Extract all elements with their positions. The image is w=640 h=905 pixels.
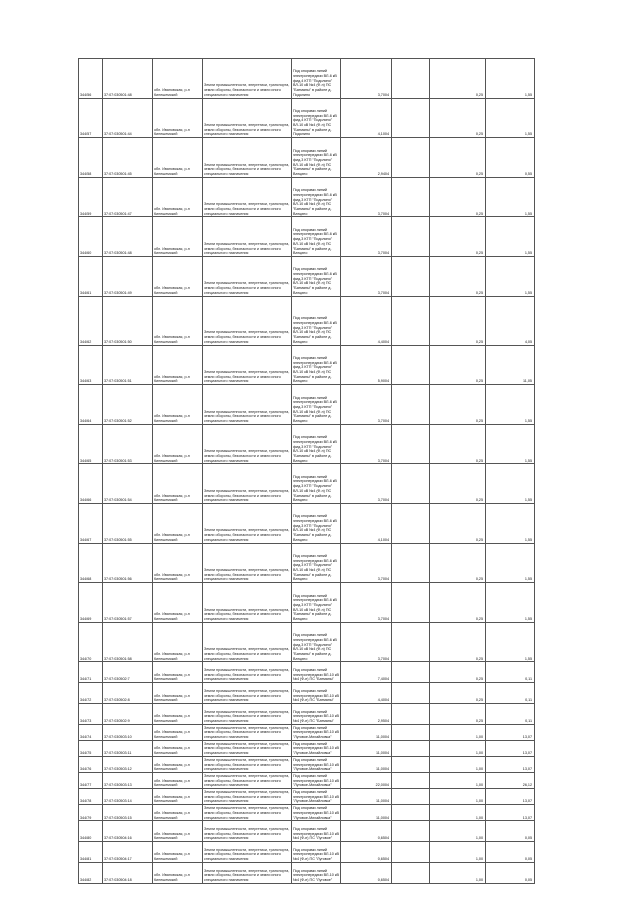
empty-cell: [392, 772, 430, 788]
cadastral-number: 37:07:030501:50: [103, 296, 153, 345]
address-cell: обл. Ивановская, р-н Кинешемский: [153, 98, 203, 138]
table-row: [79, 543, 535, 583]
share-cell: 0,25: [430, 138, 486, 178]
area-cell: 3,7004: [341, 583, 392, 623]
row-id: 344/72: [79, 683, 103, 704]
address-cell: обл. Ивановская, р-н Кинешемский: [153, 789, 203, 805]
cadastral-number: 37:07:030504:17: [103, 842, 153, 863]
cadastral-number: 37:07:030504:18: [103, 862, 153, 883]
empty-cell: [392, 256, 430, 296]
cadastral-number: 37:07:030503:10: [103, 724, 153, 740]
share-cell: 0,25: [430, 622, 486, 662]
area-cell: 3,7004: [341, 385, 392, 425]
share-cell: 0,25: [430, 662, 486, 683]
purpose-cell: Под опорами линий электропередачи ВЛ-6 кВ фид.3 КТП "Подолино" ВЛ-10 кВ №4 (Ф-п) ПС "Батманы" в районе д. Ватцино: [292, 464, 341, 504]
share-cell: 1,00: [430, 756, 486, 772]
empty-cell: [392, 703, 430, 724]
value-cell: 0,05: [486, 842, 535, 863]
address-cell: обл. Ивановская, р-н Кинешемский: [153, 622, 203, 662]
cadastral-number: 37:07:030501:49: [103, 256, 153, 296]
empty-cell: [392, 98, 430, 138]
area-cell: 3,7004: [341, 464, 392, 504]
purpose-cell: Под опорами линий электропередачи ВЛ-6 кВ фид.3 КТП "Подолино" ВЛ-10 кВ №4 (Ф-п) ПС "Батманы" в районе д. Ватцино: [292, 256, 341, 296]
area-cell: 2,9404: [341, 138, 392, 178]
land-category-cell: Земли промышленности, энергетики, транспорта, земли обороны, безопасности и земли иного специального назначения: [203, 138, 292, 178]
table-row: [79, 296, 535, 345]
land-category-cell: Земли промышленности, энергетики, транспорта, земли обороны, безопасности и земли иного специального назначения: [203, 842, 292, 863]
address-cell: обл. Ивановская, р-н Кинешемский: [153, 740, 203, 756]
share-cell: 0,25: [430, 503, 486, 543]
row-id: 344/59: [79, 177, 103, 217]
land-category-cell: Земли промышленности, энергетики, транспорта, земли обороны, безопасности и земли иного специального назначения: [203, 724, 292, 740]
value-cell: 1,55: [486, 543, 535, 583]
cadastral-number: 37:07:030503:11: [103, 740, 153, 756]
area-cell: 4,1004: [341, 98, 392, 138]
purpose-cell: Под опорами линий электропередачи ВЛ-6 кВ фид.3 КТП "Подолино" ВЛ-10 кВ №4 (Ф-п) ПС "Батманы" в районе д. Ватцино: [292, 345, 341, 385]
purpose-cell: Под опорами линий электропередачи ВЛ-10 кВ №4 (Ф-п) ПС "Луговое": [292, 842, 341, 863]
empty-cell: [392, 805, 430, 821]
value-cell: 1,55: [486, 583, 535, 623]
area-cell: 7,4004: [341, 662, 392, 683]
land-category-cell: Земли промышленности, энергетики, транспорта, земли обороны, безопасности и земли иного специального назначения: [203, 740, 292, 756]
share-cell: 0,25: [430, 424, 486, 464]
empty-cell: [392, 424, 430, 464]
cadastral-number: 37:07:030501:51: [103, 345, 153, 385]
row-id: 344/69: [79, 583, 103, 623]
address-cell: обл. Ивановская, р-н Кинешемский: [153, 683, 203, 704]
purpose-cell: Под опорами линий электропередачи ВЛ-6 кВ фид.4 КТП "Подолино" ВЛ-10 кВ №4 (Ф-п) ПС "Батманы" в районе д. Подолино: [292, 59, 341, 99]
area-cell: 11,0004: [341, 740, 392, 756]
land-category-cell: Земли промышленности, энергетики, транспорта, земли обороны, безопасности и земли иного специального назначения: [203, 256, 292, 296]
area-cell: 11,0004: [341, 805, 392, 821]
share-cell: 1,00: [430, 862, 486, 883]
table-row: [79, 583, 535, 623]
table-row: [79, 821, 535, 842]
empty-cell: [392, 821, 430, 842]
address-cell: обл. Ивановская, р-н Кинешемский: [153, 424, 203, 464]
value-cell: 0,05: [486, 862, 535, 883]
table-row: [79, 842, 535, 863]
value-cell: 26,12: [486, 772, 535, 788]
address-cell: обл. Ивановская, р-н Кинешемский: [153, 842, 203, 863]
address-cell: обл. Ивановская, р-н Кинешемский: [153, 662, 203, 683]
land-category-cell: Земли промышленности, энергетики, транспорта, земли обороны, безопасности и земли иного специального назначения: [203, 662, 292, 683]
purpose-cell: Под опорами линий электропередачи ВЛ-6 кВ фид.3 КТП "Подолино" ВЛ-10 кВ №4 (Ф-п) ПС "Батманы" в районе д. Ватцино: [292, 543, 341, 583]
share-cell: 0,25: [430, 703, 486, 724]
table-row: [79, 385, 535, 425]
purpose-cell: Под опорами линий электропередачи ВЛ-10 кВ №4 (Ф-п) ПС "Батманы": [292, 683, 341, 704]
empty-cell: [392, 385, 430, 425]
table-row: [79, 740, 535, 756]
land-category-cell: Земли промышленности, энергетики, транспорта, земли обороны, безопасности и земли иного специального назначения: [203, 424, 292, 464]
land-category-cell: Земли промышленности, энергетики, транспорта, земли обороны, безопасности и земли иного специального назначения: [203, 862, 292, 883]
share-cell: 0,25: [430, 256, 486, 296]
address-cell: обл. Ивановская, р-н Кинешемский: [153, 862, 203, 883]
share-cell: 1,00: [430, 842, 486, 863]
row-id: 344/76: [79, 756, 103, 772]
value-cell: 1,55: [486, 464, 535, 504]
share-cell: 1,00: [430, 821, 486, 842]
address-cell: обл. Ивановская, р-н Кинешемский: [153, 724, 203, 740]
cadastral-number: 37:07:030501:54: [103, 464, 153, 504]
address-cell: обл. Ивановская, р-н Кинешемский: [153, 464, 203, 504]
value-cell: 1,55: [486, 217, 535, 257]
empty-cell: [392, 683, 430, 704]
table-row: [79, 503, 535, 543]
address-cell: обл. Ивановская, р-н Кинешемский: [153, 385, 203, 425]
table-row: [79, 703, 535, 724]
address-cell: обл. Ивановская, р-н Кинешемский: [153, 59, 203, 99]
empty-cell: [392, 138, 430, 178]
table-row: [79, 772, 535, 788]
area-cell: 4,4004: [341, 296, 392, 345]
table-row: [79, 464, 535, 504]
purpose-cell: Под опорами линий электропередачи ВЛ-6 кВ фид.3 КТП "Подолино" ВЛ-10 кВ №4 (Ф-п) ПС "Батманы" в районе д. Ватцино: [292, 385, 341, 425]
cadastral-number: 37:07:030503:14: [103, 789, 153, 805]
cadastral-number: 37:07:030501:48: [103, 217, 153, 257]
purpose-cell: Под опорами линий электропередачи ВЛ-10 кВ №4 (Ф-п) ПС "Батманы": [292, 662, 341, 683]
area-cell: 4,1004: [341, 503, 392, 543]
value-cell: 13,07: [486, 805, 535, 821]
row-id: 344/66: [79, 464, 103, 504]
value-cell: 1,55: [486, 177, 535, 217]
row-id: 344/81: [79, 842, 103, 863]
purpose-cell: Под опорами линий электропередачи ВЛ-6 кВ фид.3 КТП "Подолино" ВЛ-10 кВ №4 (Ф-п) ПС "Батманы" в районе д. Ватцино: [292, 138, 341, 178]
cadastral-number: 37:07:030503:12: [103, 756, 153, 772]
land-category-cell: Земли промышленности, энергетики, транспорта, земли обороны, безопасности и земли иного специального назначения: [203, 821, 292, 842]
share-cell: 0,25: [430, 583, 486, 623]
land-category-cell: Земли промышленности, энергетики, транспорта, земли обороны, безопасности и земли иного специального назначения: [203, 756, 292, 772]
empty-cell: [392, 842, 430, 863]
area-cell: 3,7004: [341, 217, 392, 257]
purpose-cell: Под опорами линий электропередачи ВЛ-6 кВ фид.4 КТП "Подолино" ВЛ-10 кВ №4 (Ф-п) ПС "Батманы" в районе д. Подолино: [292, 98, 341, 138]
row-id: 344/71: [79, 662, 103, 683]
value-cell: 11,05: [486, 345, 535, 385]
land-category-cell: Земли промышленности, энергетики, транспорта, земли обороны, безопасности и земли иного специального назначения: [203, 177, 292, 217]
purpose-cell: Под опорами линий электропередачи ВЛ-6 кВ фид.3 КТП "Подолино" ВЛ-10 кВ №4 (Ф-п) ПС "Батманы" в районе д. Ватцино: [292, 177, 341, 217]
land-category-cell: Земли промышленности, энергетики, транспорта, земли обороны, безопасности и земли иного специального назначения: [203, 217, 292, 257]
land-category-cell: Земли промышленности, энергетики, транспорта, земли обороны, безопасности и земли иного специального назначения: [203, 583, 292, 623]
share-cell: 0,25: [430, 683, 486, 704]
table-row: [79, 177, 535, 217]
empty-cell: [392, 662, 430, 683]
land-plots-table: [78, 58, 535, 884]
value-cell: 0,11: [486, 683, 535, 704]
purpose-cell: Под опорами линий электропередачи ВЛ-10 кВ №4 (Ф-п) ПС "Батманы": [292, 703, 341, 724]
row-id: 344/58: [79, 138, 103, 178]
share-cell: 0,25: [430, 464, 486, 504]
area-cell: 5,9004: [341, 345, 392, 385]
purpose-cell: Под опорами линий электропередачи ВЛ-6 кВ фид.3 КТП "Подолино" ВЛ-10 кВ №4 (Ф-п) ПС "Батманы" в районе д. Ватцино: [292, 622, 341, 662]
empty-cell: [392, 543, 430, 583]
value-cell: 1,55: [486, 503, 535, 543]
land-category-cell: Земли промышленности, энергетики, транспорта, земли обороны, безопасности и земли иного специального назначения: [203, 296, 292, 345]
cadastral-number: 37:07:030501:48: [103, 59, 153, 99]
empty-cell: [392, 464, 430, 504]
purpose-cell: Под опорами линий электропередачи ВЛ-6 кВ фид.3 КТП "Подолино" ВЛ-10 кВ №4 (Ф-п) ПС "Батманы" в районе д. Ватцино: [292, 217, 341, 257]
row-id: 344/74: [79, 724, 103, 740]
row-id: 344/65: [79, 424, 103, 464]
row-id: 344/75: [79, 740, 103, 756]
row-id: 344/70: [79, 622, 103, 662]
land-category-cell: Земли промышленности, энергетики, транспорта, земли обороны, безопасности и земли иного специального назначения: [203, 59, 292, 99]
land-category-cell: Земли промышленности, энергетики, транспорта, земли обороны, безопасности и земли иного специального назначения: [203, 703, 292, 724]
value-cell: 0,55: [486, 138, 535, 178]
purpose-cell: Под опорами линий электропередачи ВЛ-6 кВ фид.3 КТП "Подолино" ВЛ-10 кВ №4 (Ф-п) ПС "Батманы" в районе д. Ватцино: [292, 296, 341, 345]
row-id: 344/62: [79, 296, 103, 345]
address-cell: обл. Ивановская, р-н Кинешемский: [153, 256, 203, 296]
value-cell: 13,07: [486, 740, 535, 756]
purpose-cell: Под опорами линий электропередачи ВЛ-10 кВ "Луговое-Михайловка": [293, 741, 339, 756]
cadastral-number: 37:07:030501:58: [103, 622, 153, 662]
share-cell: 0,25: [430, 296, 486, 345]
purpose-cell: Под опорами линий электропередачи ВЛ-10 кВ №4 (Ф-п) ПС "Луговое": [292, 821, 341, 842]
area-cell: 0,6504: [341, 821, 392, 842]
row-id: 344/77: [79, 772, 103, 788]
cadastral-number: 37:07:030502:8: [103, 683, 153, 704]
share-cell: 0,25: [430, 177, 486, 217]
cadastral-number: 37:07:030503:15: [103, 805, 153, 821]
cadastral-number: 37:07:030502:9: [103, 703, 153, 724]
table-row: [79, 345, 535, 385]
area-cell: 3,7004: [341, 177, 392, 217]
area-cell: 2,9504: [341, 703, 392, 724]
table-row: [79, 662, 535, 683]
empty-cell: [392, 789, 430, 805]
purpose-cell: Под опорами линий электропередачи ВЛ-6 кВ фид.3 КТП "Подолино" ВЛ-10 кВ №4 (Ф-п) ПС "Батманы" в районе д. Ватцино: [292, 583, 341, 623]
empty-cell: [392, 296, 430, 345]
empty-cell: [392, 622, 430, 662]
value-cell: 0,11: [486, 703, 535, 724]
value-cell: 0,05: [486, 821, 535, 842]
address-cell: обл. Ивановская, р-н Кинешемский: [153, 138, 203, 178]
empty-cell: [392, 862, 430, 883]
row-id: 344/78: [79, 789, 103, 805]
purpose-cell: Под опорами линий электропередачи ВЛ-10 кВ "Луговое-Михайловка": [293, 806, 339, 820]
row-id: 344/56: [79, 59, 103, 99]
purpose-cell: Под опорами линий электропередачи ВЛ-10 кВ "Луговое-Михайловка": [293, 757, 339, 772]
table-row: [79, 217, 535, 257]
row-id: 344/80: [79, 821, 103, 842]
purpose-cell: Под опорами линий электропередачи ВЛ-10 кВ "Луговое-Михайловка": [293, 773, 339, 788]
value-cell: 4,05: [486, 296, 535, 345]
empty-cell: [392, 177, 430, 217]
row-id: 344/57: [79, 98, 103, 138]
value-cell: 13,07: [486, 789, 535, 805]
share-cell: 1,00: [430, 772, 486, 788]
area-cell: 0,6504: [341, 842, 392, 863]
address-cell: обл. Ивановская, р-н Кинешемский: [153, 805, 203, 821]
land-category-cell: Земли промышленности, энергетики, транспорта, земли обороны, безопасности и земли иного специального назначения: [203, 789, 292, 805]
purpose-cell: Под опорами линий электропередачи ВЛ-10 кВ №4 (Ф-п) ПС "Луговое": [292, 862, 341, 883]
table-row: [79, 256, 535, 296]
area-cell: 4,4004: [341, 683, 392, 704]
row-id: 344/68: [79, 543, 103, 583]
row-id: 344/61: [79, 256, 103, 296]
purpose-cell: Под опорами линий электропередачи ВЛ-6 кВ фид.3 КТП "Подолино" ВЛ-10 кВ №4 (Ф-п) ПС "Батманы" в районе д. Ватцино: [292, 503, 341, 543]
area-cell: 11,0004: [341, 756, 392, 772]
value-cell: 1,55: [486, 424, 535, 464]
area-cell: 3,7004: [341, 256, 392, 296]
value-cell: 1,55: [486, 385, 535, 425]
empty-cell: [392, 59, 430, 99]
area-cell: 22,0004: [341, 772, 392, 788]
area-cell: 3,7004: [341, 543, 392, 583]
share-cell: 1,00: [430, 805, 486, 821]
cadastral-number: 37:07:030502:7: [103, 662, 153, 683]
address-cell: обл. Ивановская, р-н Кинешемский: [153, 583, 203, 623]
land-category-cell: Земли промышленности, энергетики, транспорта, земли обороны, безопасности и земли иного специального назначения: [203, 464, 292, 504]
row-id: 344/60: [79, 217, 103, 257]
share-cell: 0,25: [430, 345, 486, 385]
share-cell: 0,25: [430, 217, 486, 257]
cadastral-number: 37:07:030504:16: [103, 821, 153, 842]
address-cell: обл. Ивановская, р-н Кинешемский: [153, 503, 203, 543]
document-page: [78, 58, 534, 884]
table-row: [79, 724, 535, 740]
table-row: [79, 98, 535, 138]
area-cell: 0,6504: [341, 862, 392, 883]
empty-cell: [392, 217, 430, 257]
address-cell: обл. Ивановская, р-н Кинешемский: [153, 217, 203, 257]
share-cell: 0,25: [430, 59, 486, 99]
empty-cell: [392, 756, 430, 772]
table-row: [79, 683, 535, 704]
land-category-cell: Земли промышленности, энергетики, транспорта, земли обороны, безопасности и земли иного специального назначения: [203, 503, 292, 543]
value-cell: 0,11: [486, 662, 535, 683]
land-category-cell: Земли промышленности, энергетики, транспорта, земли обороны, безопасности и земли иного специального назначения: [203, 385, 292, 425]
address-cell: обл. Ивановская, р-н Кинешемский: [153, 703, 203, 724]
land-category-cell: Земли промышленности, энергетики, транспорта, земли обороны, безопасности и земли иного специального назначения: [203, 683, 292, 704]
value-cell: 1,55: [486, 98, 535, 138]
table-row: [79, 424, 535, 464]
empty-cell: [392, 740, 430, 756]
row-id: 344/73: [79, 703, 103, 724]
address-cell: обл. Ивановская, р-н Кинешемский: [153, 177, 203, 217]
value-cell: 13,07: [486, 756, 535, 772]
value-cell: 1,55: [486, 256, 535, 296]
area-cell: 3,7004: [341, 622, 392, 662]
share-cell: 0,25: [430, 98, 486, 138]
land-category-cell: Земли промышленности, энергетики, транспорта, земли обороны, безопасности и земли иного специального назначения: [203, 622, 292, 662]
cadastral-number: 37:07:030501:57: [103, 583, 153, 623]
empty-cell: [392, 503, 430, 543]
purpose-cell: Под опорами линий электропередачи ВЛ-10 кВ "Луговое-Михайловка": [293, 790, 339, 804]
table-row: [79, 138, 535, 178]
empty-cell: [392, 583, 430, 623]
row-id: 344/79: [79, 805, 103, 821]
address-cell: обл. Ивановская, р-н Кинешемский: [153, 543, 203, 583]
cadastral-number: 37:07:030501:53: [103, 424, 153, 464]
address-cell: обл. Ивановская, р-н Кинешемский: [153, 772, 203, 788]
land-category-cell: Земли промышленности, энергетики, транспорта, земли обороны, безопасности и земли иного специального назначения: [203, 805, 292, 821]
address-cell: обл. Ивановская, р-н Кинешемский: [153, 756, 203, 772]
address-cell: обл. Ивановская, р-н Кинешемский: [153, 821, 203, 842]
land-category-cell: Земли промышленности, энергетики, транспорта, земли обороны, безопасности и земли иного специального назначения: [203, 772, 292, 788]
value-cell: 13,07: [486, 724, 535, 740]
table-row: [79, 756, 535, 772]
purpose-cell: Под опорами линий электропередачи ВЛ-6 кВ фид.3 КТП "Подолино" ВЛ-10 кВ №4 (Ф-п) ПС "Батманы" в районе д. Ватцино: [292, 424, 341, 464]
land-category-cell: Земли промышленности, энергетики, транспорта, земли обороны, безопасности и земли иного специального назначения: [203, 543, 292, 583]
empty-cell: [392, 345, 430, 385]
cadastral-number: 37:07:030501:55: [103, 503, 153, 543]
row-id: 344/82: [79, 862, 103, 883]
area-cell: 3,7004: [341, 424, 392, 464]
empty-cell: [392, 724, 430, 740]
cadastral-number: 37:07:030501:56: [103, 543, 153, 583]
table-row: [79, 805, 535, 821]
cadastral-number: 37:07:030501:47: [103, 177, 153, 217]
area-cell: 3,7004: [341, 59, 392, 99]
table-row: [79, 622, 535, 662]
table-row: [79, 789, 535, 805]
table-row: [79, 862, 535, 883]
area-cell: 11,0004: [341, 724, 392, 740]
purpose-cell: Под опорами линий электропередачи ВЛ-10 кВ "Луговое-Михайловка": [293, 725, 339, 740]
share-cell: 0,25: [430, 543, 486, 583]
cadastral-number: 37:07:030501:45: [103, 138, 153, 178]
land-category-cell: Земли промышленности, энергетики, транспорта, земли обороны, безопасности и земли иного специального назначения: [203, 345, 292, 385]
share-cell: 1,00: [430, 724, 486, 740]
land-category-cell: Земли промышленности, энергетики, транспорта, земли обороны, безопасности и земли иного специального назначения: [203, 98, 292, 138]
row-id: 344/67: [79, 503, 103, 543]
address-cell: обл. Ивановская, р-н Кинешемский: [153, 345, 203, 385]
address-cell: обл. Ивановская, р-н Кинешемский: [153, 296, 203, 345]
share-cell: 0,25: [430, 385, 486, 425]
value-cell: 1,55: [486, 622, 535, 662]
area-cell: 11,0004: [341, 789, 392, 805]
table-row: [79, 59, 535, 99]
value-cell: 1,55: [486, 59, 535, 99]
cadastral-number: 37:07:030501:44: [103, 98, 153, 138]
row-id: 344/64: [79, 385, 103, 425]
cadastral-number: 37:07:030501:52: [103, 385, 153, 425]
share-cell: 1,00: [430, 789, 486, 805]
cadastral-number: 37:07:030503:13: [103, 772, 153, 788]
row-id: 344/63: [79, 345, 103, 385]
share-cell: 1,00: [430, 740, 486, 756]
